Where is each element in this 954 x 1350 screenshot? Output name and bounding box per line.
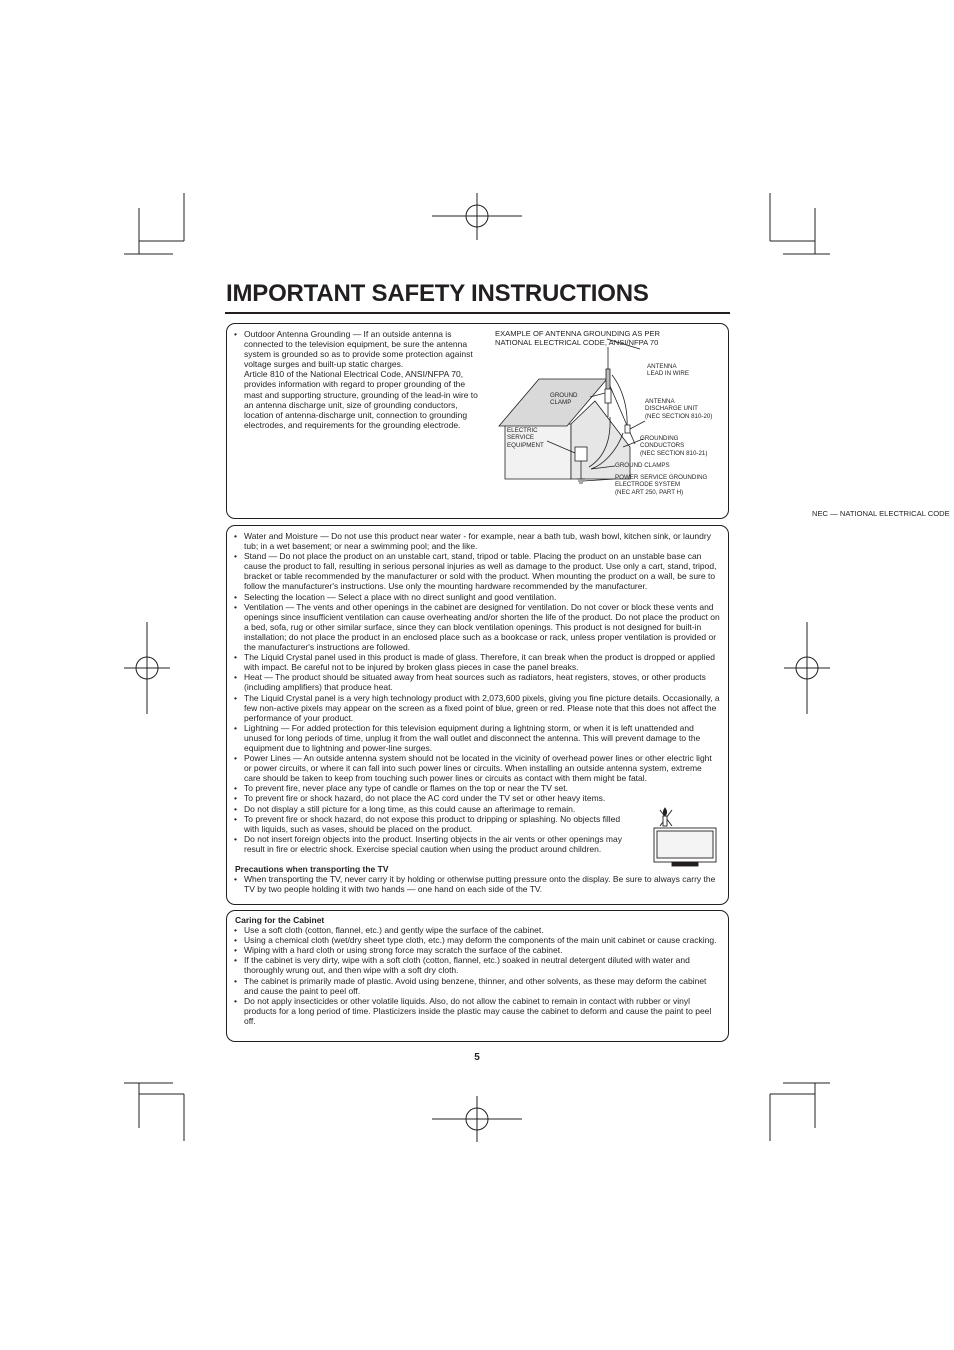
safety-instructions-box [226,525,729,905]
safety-item-location: • Selecting the location — Select a place with no direct sunlight and good ventilation. [230,592,720,602]
safety-item-candle: • To prevent fire, never place any type of candle or flames on the top or near the TV set. [230,783,720,793]
safety-item-lcd-glass: • The Liquid Crystal panel used in this product is made of glass. Therefore, it can break when the product is dropped or applied with impact. Be careful not to be injured by broken glass pieces in case the panel breaks. [230,652,720,672]
safety-item-stand: • Stand — Do not place the product on an unstable cart, stand, tripod or table. Placing the product on an unstable base can cause the product to fall, resulting in serious personal injuries as well as damage to the product. Use only a cart, stand, tripod, bracket or table recommended by the manufacturer or sold with the product. When mounting the product on a wall, be sure to follow the manufacturer's instructions. Use only the mounting hardware recommended by the manufacturer. [230,551,720,591]
tv-candle-warning-illustration [650,804,720,868]
safety-item-water: • Water and Moisture — Do not use this product near water - for example, near a bath tub, wash bowl, kitchen sink, or laundry tub; in a wet basement; or near a swimming pool; and the like. [230,531,720,551]
label-grounding-conductors: GROUNDING CONDUCTORS (NEC SECTION 810-21) [640,435,708,457]
cabinet-item: • Use a soft cloth (cotton, flannel, etc.) and gently wipe the surface of the cabinet. [230,925,720,935]
diagram-title-line-1: EXAMPLE OF ANTENNA GROUNDING AS PER [495,329,660,338]
cabinet-item: • Using a chemical cloth (wet/dry sheet type cloth, etc.) may deform the components of the main unit cabinet or cause cracking. [230,935,720,945]
antenna-grounding-list [230,329,485,430]
transport-heading: Precautions when transporting the TV [235,864,389,874]
label-ground-clamps: GROUND CLAMPS [615,462,670,469]
safety-item-ac-cord: • To prevent fire or shock hazard, do not place the AC cord under the TV set or other heavy items. [230,793,720,803]
cabinet-item: • The cabinet is primarily made of plastic. Avoid using benzene, thinner, and other solvents, as these may deform the cabinet and cause the paint to peel off. [230,976,720,996]
cabinet-care-box [226,910,729,1042]
page-title: IMPORTANT SAFETY INSTRUCTIONS [226,280,649,307]
cabinet-list [230,925,720,1026]
cabinet-item: • Wiping with a hard cloth or using strong force may scratch the surface of the cabinet. [230,945,720,955]
safety-content [230,531,720,894]
safety-item-power-lines: • Power Lines — An outside antenna system should not be located in the vicinity of overhead power lines or other electric light or power circuits, or where it can fall into such power lines or circuits. When installing an outside antenna system, extreme care should be taken to keep from touching such power lines or circuits as contact with them might be fatal. [230,753,720,783]
transport-list [230,874,720,894]
antenna-grounding-box [226,323,950,519]
transport-item: • When transporting the TV, never carry it by holding or otherwise putting pressure onto the display. Be sure to always carry the TV by two people holding it with two hands — one hand on each side of the TV. [230,874,720,894]
antenna-paragraph-2: Article 810 of the National Electrical Code, ANSI/NFPA 70, provides information with regard to proper grounding of the mast and supporting structure, grounding of the lead-in wire to an antenna discharge unit, size of grounding conductors, location of antenna-discharge unit, connection to grounding electrodes, and requirements for the grounding electrode. [244,369,478,430]
cabinet-item: • Do not apply insecticides or other volatile liquids. Also, do not allow the cabinet to remain in contact with rubber or vinyl products for a long period of time. Plasticizers inside the plastic may cause the cabinet to deform and cause the paint to peel off. [230,996,720,1026]
page-number: 5 [474,1052,480,1063]
safety-item-heat: • Heat — The product should be situated away from heat sources such as radiators, heat registers, stoves, or other products (including amplifiers) that produce heat. [230,672,720,692]
safety-item-pixels: • The Liquid Crystal panel is a very high technology product with 2,073,600 pixels, giving you fine picture details. Occasionally, a few non-active pixels may appear on the screen as a fixed point of blue, green or red. Please note that this does not affect the performance of your product. [230,693,720,723]
label-electric-service-equipment: ELECTRIC SERVICE EQUIPMENT [507,427,544,449]
cabinet-item: • If the cabinet is very dirty, wipe with a soft cloth (cotton, flannel, etc.) soaked in neutral detergent diluted with water and thoroughly wrung out, and then wipe with a soft dry cloth. [230,955,720,975]
diagram-footer-nec: NEC — NATIONAL ELECTRICAL CODE [812,509,950,518]
safety-item-dripping: • To prevent fire or shock hazard, do not expose this product to dripping or splashing. No objects filled with liquids, such as vases, should be placed on the product. [230,814,720,834]
safety-item-ventilation: • Ventilation — The vents and other openings in the cabinet are designed for ventilation. Do not cover or block these vents and openings since insufficient ventilation can cause overheating and/or shorten the life of the product. Do not place the product on a bed, sofa, rug or other similar surface, since they can block ventilation openings. This product is not designed for built-in installation; do not place the product in an enclosed place such as a bookcase or rack, unless proper ventilation is provided or the manufacturer's instructions are followed. [230,602,720,652]
cabinet-heading: Caring for the Cabinet [235,915,325,925]
label-antenna-lead-in-wire: ANTENNA LEAD IN WIRE [647,363,689,378]
diagram-title-line-2: NATIONAL ELECTRICAL CODE, ANSI/NFPA 70 [495,338,659,348]
cabinet-content [230,915,720,1026]
safety-item-foreign-objects: • Do not insert foreign objects into the product. Inserting objects in the air vents or other openings may result in fire or electric shock. Exercise special caution when using the product around children. [230,834,720,854]
antenna-grounding-item [230,329,485,430]
safety-item-still-picture: • Do not display a still picture for a long time, as this could cause an afterimage to remain. [230,804,720,814]
antenna-paragraph-1: Outdoor Antenna Grounding — If an outside antenna is connected to the television equipment, be sure the antenna system is grounded so as to provide some protection against voltage surges and built-up static charges. [244,329,473,370]
safety-list [230,531,720,854]
label-antenna-discharge-unit: ANTENNA DISCHARGE UNIT (NEC SECTION 810-20) [645,398,713,420]
label-power-service-grounding: POWER SERVICE GROUNDING ELECTRODE SYSTEM (NEC ART 250, PART H) [615,474,708,496]
label-ground-clamp: GROUND CLAMP [550,392,578,407]
safety-item-lightning: • Lightning — For added protection for this television equipment during a lightning storm, or when it is left unattended and unused for long periods of time, unplug it from the wall outlet and disconnect the antenna. This will prevent damage to the equipment due to lightning and power-line surges. [230,723,720,753]
title-rule [225,312,730,314]
